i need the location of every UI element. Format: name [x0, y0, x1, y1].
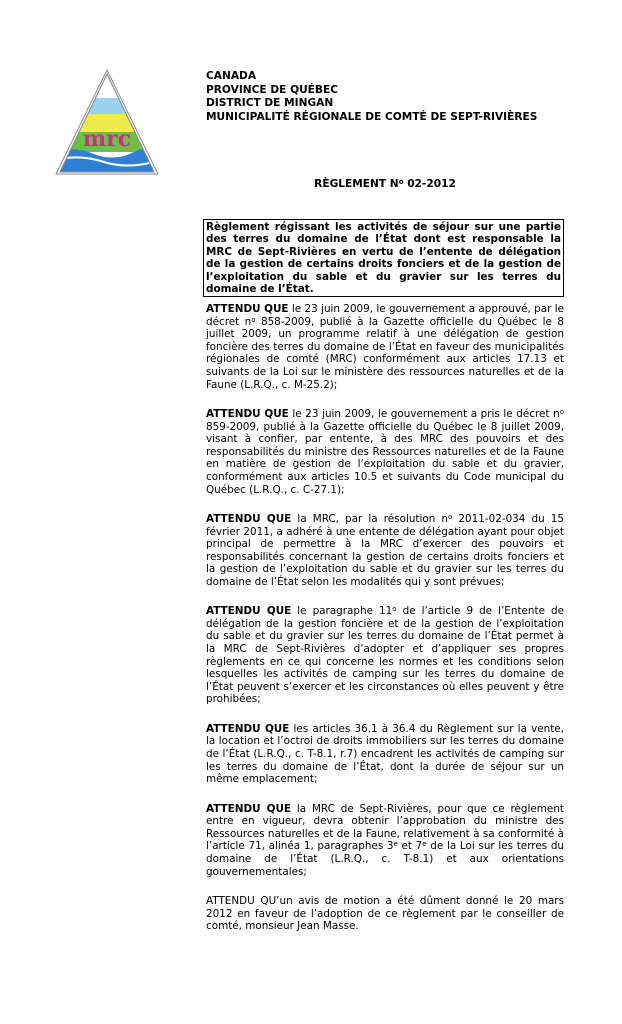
logo-band-top: [54, 98, 160, 114]
whereas-paragraph-7: [206, 895, 564, 933]
whereas-keyword: ATTENDU QUE: [206, 512, 292, 525]
document-header: [206, 70, 537, 124]
logo-letters: mrc: [82, 126, 132, 152]
superscript: o: [251, 315, 256, 324]
paragraph-text: la MRC, par la résolution n: [291, 512, 449, 525]
superscript: o: [392, 605, 397, 614]
paragraph-text: ATTENDU QU’un avis de motion a été dûment donné le 20 mars 2012 en faveur de l’adoption de ce règlement par le conseiller de comté, monsieur Jean Masse.: [206, 894, 564, 933]
whereas-paragraph-5: [206, 723, 564, 786]
whereas-paragraph-4: [206, 605, 564, 706]
whereas-keyword: ATTENDU QUE: [206, 407, 289, 420]
regulation-prefix: RÈGLEMENT N: [314, 178, 399, 190]
regulation-sup: o: [398, 178, 404, 186]
paragraph-text: de la Loi sur les terres du domaine de l’État (L.R.Q., c. T-8.1) et aux orientations gouvernementales;: [206, 840, 564, 878]
paragraph-text: la MRC de Sept-Rivières, pour que ce règlement entre en vigueur, devra obtenir l’approbation du ministre des Ressources naturelles et de la Faune, relativement à sa conformité à l’article 71, alinéa 1, paragraphes 3: [206, 802, 564, 853]
superscript: e: [393, 840, 398, 849]
paragraph-text: 859-2009, publié à la Gazette officielle du Québec le 8 juillet 2009, visant à confier, par entente, à des MRC des pouvoirs et des responsabilités du ministre des Ressources naturelles et de la Faune en matière de gestion de l’exploitation du sable et du gravier, conformément aux articles 10.5 et suivants du Code municipal du Québec (L.R.Q., c. C-27.1);: [206, 420, 564, 496]
whereas-keyword: ATTENDU QUE: [206, 722, 290, 735]
paragraph-text: de l’article 9 de l’Entente de délégation de la gestion foncière et de la gestion de l’exploitation du sable et du gravier sur les terres du domaine de l’État permet à la MRC de Sept-Rivières d’adopter et d’appliquer ses propres règlements en ce qui concerne les normes et les conditions selon lesquelles les activités de camping sur les terres du domaine de l’État peuvent s’exercer et les circonstances où elles peuvent y être prohibées;: [206, 605, 564, 706]
paragraph-text: le 23 juin 2009, le gouvernement a approuvé, par le décret n: [206, 303, 564, 328]
paragraph-text: 2011-02-034 du 15 février 2011, a adhéré à une entente de délégation ayant pour objet principal de permettre à la MRC d’exercer des pouvoirs et responsabilités concernant la gestion de certains droits fonciers et la gestion de l’exploitation du sable et du gravier sur les terres du domaine de l’État selon les modalités qui y sont prévues;: [206, 512, 564, 588]
header-country: CANADA: [206, 70, 257, 82]
whereas-paragraph-2: [206, 408, 564, 496]
paragraph-text: 858-2009, publié à la Gazette officielle du Québec le 8 juillet 2009, un programme relatif à une délégation de gestion foncière des terres du domaine de l’État en faveur des municipalités régionales de comté (MRC) conformément aux articles 17.13 et suivants de la Loi sur le ministère des ressources naturelles et de la Faune (L.R.Q., c. M-25.2);: [206, 315, 564, 391]
whereas-keyword: ATTENDU QUE: [206, 802, 292, 815]
document-body: [206, 303, 564, 950]
superscript: e: [422, 840, 427, 849]
paragraph-text: et 7: [397, 840, 423, 853]
whereas-keyword: ATTENDU QUE: [206, 303, 289, 315]
paragraph-text: les articles 36.1 à 36.4 du Règlement sur la vente, la location et l’octroi de droits immobiliers sur les terres du domaine de l’État (L.R.Q., c. T-8.1, r.7) encadrent les activités de camping sur les terres du domaine de l’État, dont la durée de séjour sur un même emplacement;: [206, 722, 564, 786]
header-municipality: MUNICIPALITÉ RÉGIONALE DE COMTÉ DE SEPT-RIVIÈRES: [206, 110, 538, 123]
header-district: DISTRICT DE MINGAN: [206, 97, 334, 109]
superscript: o: [559, 407, 564, 416]
superscript: o: [448, 512, 453, 521]
regulation-summary-box: Règlement régissant les activités de séjour sur une partie des terres du domaine de l’État dont est responsable la MRC de Sept-Rivières en vertu de l’entente de délégation de la gestion de certains droits fonciers et de la gestion de l’exploitation du sable et du gravier sur les terres du domaine de l’État.: [203, 219, 564, 297]
regulation-title: [206, 178, 564, 190]
regulation-number: 02-2012: [403, 178, 456, 190]
mrc-sept-rivieres-logo-icon: [54, 68, 160, 176]
paragraph-text: le 23 juin 2009, le gouvernement a pris le décret n: [288, 407, 560, 420]
header-province: PROVINCE DE QUÉBEC: [206, 83, 338, 96]
whereas-paragraph-6: [206, 803, 564, 879]
whereas-paragraph-3: [206, 513, 564, 589]
whereas-keyword: ATTENDU QUE: [206, 605, 292, 618]
paragraph-text: le paragraphe 11: [291, 605, 393, 618]
whereas-paragraph-1: [206, 303, 564, 391]
